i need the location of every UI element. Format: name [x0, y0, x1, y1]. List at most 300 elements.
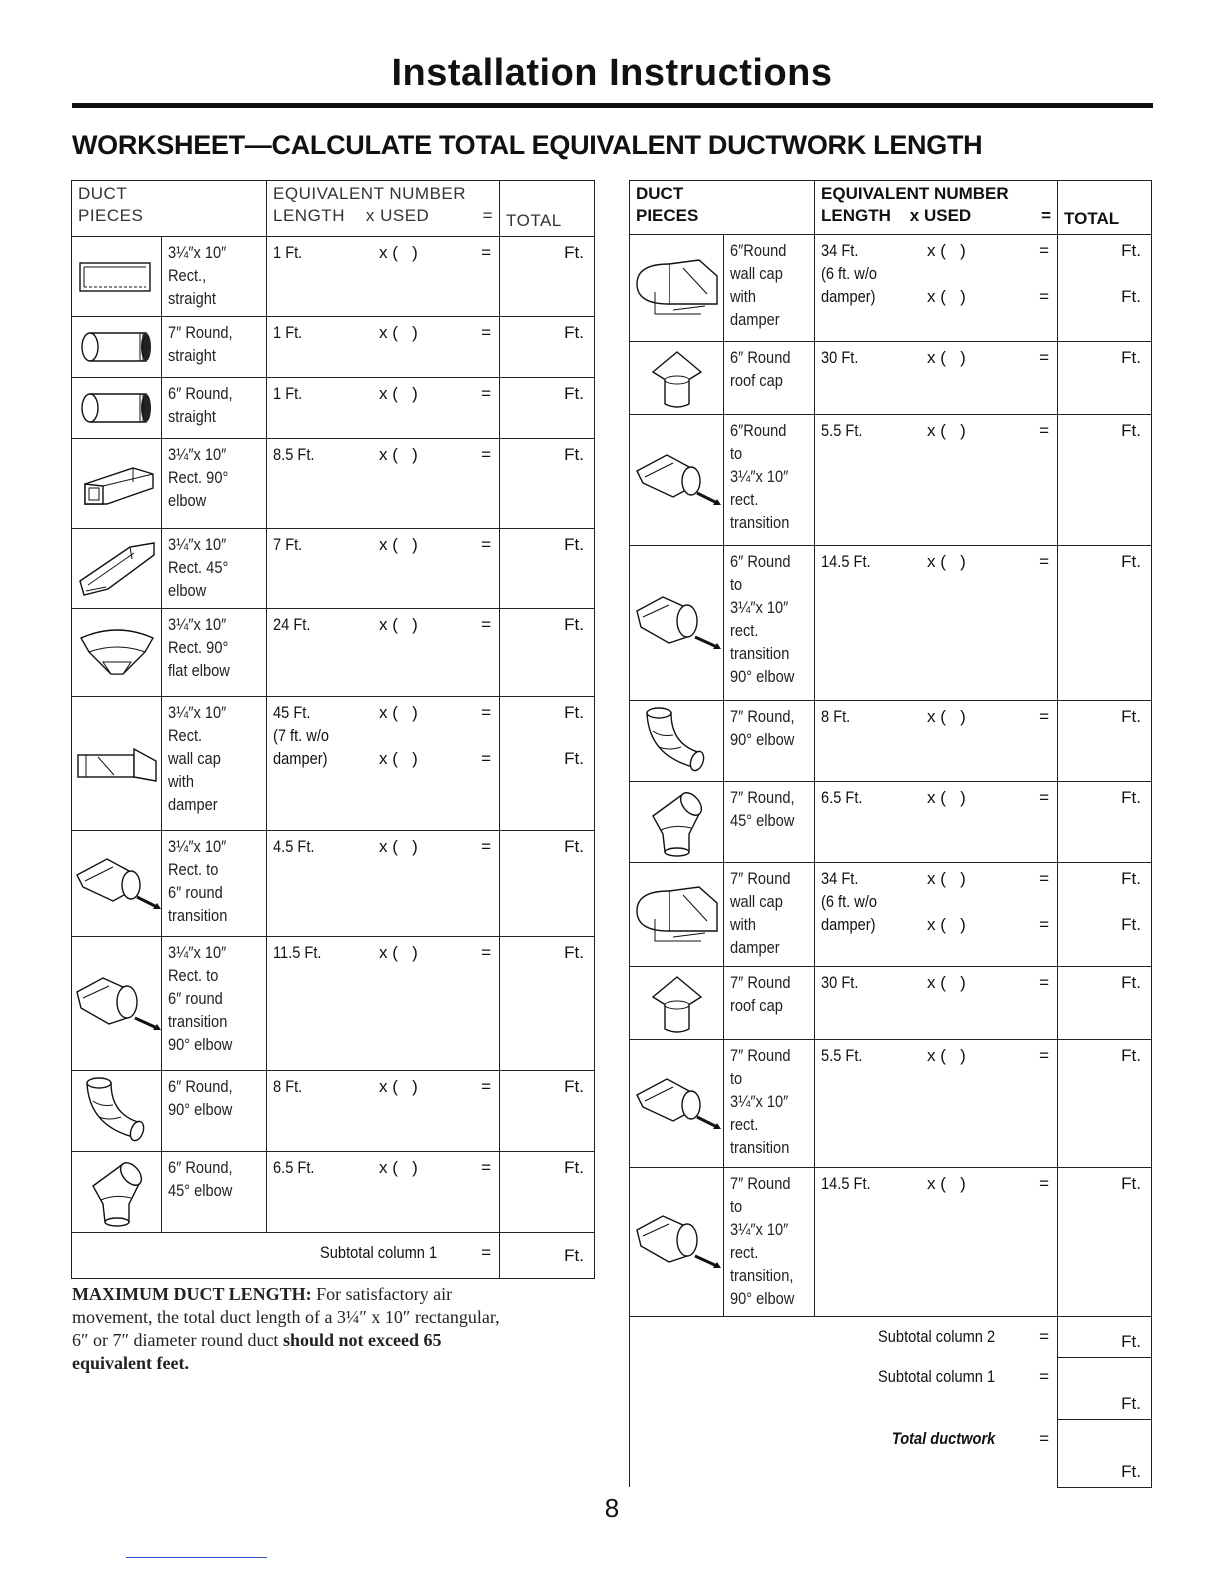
description-line: 3¼″x 10″	[730, 1092, 789, 1111]
page-title: Installation Instructions	[391, 52, 833, 94]
number-used-field[interactable]: x ( )	[379, 384, 418, 403]
total-cell[interactable]	[1058, 967, 1152, 1040]
number-used-field[interactable]	[379, 724, 449, 747]
equivalent-line	[821, 550, 1049, 573]
description-line: 6″ round	[168, 989, 223, 1008]
description-line: 6″ round	[168, 883, 223, 902]
equivalent-line	[821, 913, 1049, 936]
total-unit: Ft.	[1121, 869, 1142, 888]
total-unit: Ft.	[1121, 287, 1142, 306]
description-line: 6″ Round	[730, 552, 791, 571]
equivalent-line	[273, 701, 491, 724]
total-cell[interactable]	[500, 378, 595, 439]
equals-sign: =	[1039, 552, 1050, 571]
equivalent-length-cell	[267, 831, 500, 937]
equivalent-length: (6 ft. w/o	[821, 264, 878, 283]
equivalent-length-cell	[815, 1040, 1058, 1168]
round-wall-cap-icon	[630, 235, 724, 342]
round-straight-duct-icon	[72, 317, 162, 378]
equals-sign: =	[1039, 788, 1050, 807]
header-total: TOTAL	[1064, 209, 1120, 228]
summary-label-cell	[630, 1419, 1058, 1487]
equals-sign: =	[481, 323, 492, 342]
description-line: transition	[168, 906, 228, 925]
round-90-elbow-icon	[72, 1071, 162, 1152]
total-unit: Ft.	[1121, 973, 1142, 992]
equivalent-length: 5.5 Ft.	[821, 421, 863, 440]
equivalent-length-cell	[815, 701, 1058, 782]
description-line: damper	[730, 310, 780, 329]
number-used-field[interactable]: x ( )	[379, 749, 418, 768]
number-used-field[interactable]: x ( )	[379, 615, 418, 634]
equivalent-length: 4.5 Ft.	[273, 837, 315, 856]
equivalent-length: 1 Ft.	[273, 384, 303, 403]
equals-sign: =	[1039, 1046, 1050, 1065]
equals-sign: =	[481, 535, 492, 554]
number-used-field[interactable]: x ( )	[927, 707, 966, 726]
total-ductwork-row	[630, 1419, 1152, 1487]
number-used-field[interactable]: x ( )	[927, 421, 966, 440]
total-cell[interactable]	[500, 831, 595, 937]
description-line: 6″ Round,	[168, 1158, 233, 1177]
description-line: 45° elbow	[168, 1181, 233, 1200]
total-unit: Ft.	[564, 535, 585, 554]
total-cell[interactable]	[1058, 235, 1152, 342]
description-line: flat elbow	[168, 661, 230, 680]
subtotal-label-cell	[72, 1233, 500, 1279]
description-line: to	[730, 1069, 743, 1088]
equivalent-length-cell	[815, 863, 1058, 967]
equivalent-line	[273, 724, 491, 747]
header-equals: =	[1041, 206, 1052, 225]
table-row	[630, 415, 1152, 546]
duct-piece-description	[162, 1152, 267, 1233]
total-unit: Ft.	[564, 445, 585, 464]
worksheet-title: WORKSHEET—CALCULATE TOTAL EQUIVALENT DUCTWORK LENGTH	[72, 130, 983, 160]
equivalent-line	[821, 1044, 1049, 1067]
duct-piece-description	[162, 529, 267, 609]
duct-piece-description	[724, 701, 815, 782]
equals-sign	[997, 890, 1049, 913]
note-emphasis: should not exceed 65 equivalent feet.	[72, 1330, 442, 1373]
description-line: wall cap	[730, 892, 783, 911]
duct-piece-description	[162, 697, 267, 831]
description-line: 3¼″x 10″	[168, 837, 227, 856]
table-row	[630, 342, 1152, 415]
number-used-field[interactable]: x ( )	[927, 287, 966, 306]
table-header	[72, 181, 595, 237]
description-line: 90° elbow	[168, 1100, 233, 1119]
description-line: rect.	[730, 621, 759, 640]
description-line: to	[730, 575, 743, 594]
equivalent-line	[273, 1075, 491, 1098]
number-used-field[interactable]	[927, 890, 997, 913]
equivalent-line	[821, 971, 1049, 994]
description-line: Rect. 90°	[168, 638, 229, 657]
transition-icon	[630, 1040, 724, 1168]
transition-elbow-icon	[72, 937, 162, 1071]
number-used-field[interactable]: x ( )	[927, 788, 966, 807]
equals-sign	[997, 262, 1049, 285]
equals-sign: =	[481, 1077, 492, 1096]
duct-worksheet-table-right	[629, 180, 1152, 1488]
number-used-field[interactable]: x ( )	[379, 943, 418, 962]
description-line: roof cap	[730, 996, 783, 1015]
subtotal-row	[630, 1357, 1152, 1419]
equivalent-length-cell	[815, 235, 1058, 342]
description-line: 3¼″x 10″	[168, 615, 227, 634]
total-cell[interactable]	[500, 529, 595, 609]
total-unit: Ft.	[1121, 1331, 1142, 1351]
description-line: Rect. to	[168, 966, 219, 985]
description-line: 6″ Round,	[168, 1077, 233, 1096]
description-line: 7″ Round	[730, 869, 791, 888]
equivalent-length-cell	[815, 342, 1058, 415]
description-line: 7″ Round,	[730, 788, 795, 807]
transition-icon	[72, 831, 162, 937]
total-cell[interactable]	[500, 439, 595, 529]
table-row	[72, 237, 595, 317]
total-cell[interactable]	[1058, 1168, 1152, 1317]
equivalent-line	[821, 1172, 1049, 1195]
summary-total-cell[interactable]	[1058, 1357, 1152, 1419]
total-cell[interactable]	[500, 317, 595, 378]
equals-sign: =	[481, 1158, 492, 1177]
equivalent-line	[821, 346, 1049, 369]
rect-90-elbow-icon	[72, 439, 162, 529]
header-equivalent-number: EQUIVALENT NUMBER	[273, 184, 467, 203]
number-used-field[interactable]: x ( )	[927, 973, 966, 992]
description-line: 7″ Round	[730, 1046, 791, 1065]
duct-piece-description	[724, 782, 815, 863]
description-line: 7″ Round	[730, 1174, 791, 1193]
number-used-field[interactable]: x ( )	[927, 1046, 966, 1065]
total-unit: Ft.	[564, 837, 585, 856]
total-unit: Ft.	[1121, 1174, 1142, 1193]
table-row	[72, 317, 595, 378]
footer-link-underline	[126, 1557, 267, 1558]
number-used-field[interactable]: x ( )	[379, 1158, 418, 1177]
description-line: to	[730, 444, 743, 463]
equals-sign: =	[481, 445, 492, 464]
equivalent-length: 1 Ft.	[273, 243, 303, 262]
total-unit: Ft.	[1121, 421, 1142, 440]
equivalent-line	[273, 1156, 491, 1179]
equals-sign: =	[1039, 421, 1050, 440]
total-unit: Ft.	[564, 1158, 585, 1177]
description-line: rect.	[730, 1115, 759, 1134]
equivalent-length: 30 Ft.	[821, 348, 859, 367]
description-line: damper	[730, 938, 780, 957]
table-row	[630, 546, 1152, 701]
description-line: straight	[168, 407, 216, 426]
number-used-field[interactable]: x ( )	[927, 552, 966, 571]
equivalent-line	[273, 382, 491, 405]
summary-total-cell[interactable]	[1058, 1419, 1152, 1487]
equivalent-length: damper)	[821, 287, 876, 306]
description-line: 90° elbow	[730, 667, 795, 686]
header-length-used: LENGTH x USED	[273, 206, 430, 225]
equals-sign: =	[1039, 915, 1050, 934]
equivalent-length-cell	[267, 937, 500, 1071]
header-pieces: PIECES	[636, 206, 699, 225]
total-cell[interactable]	[500, 697, 595, 831]
equivalent-line	[273, 241, 491, 264]
duct-piece-description	[724, 415, 815, 546]
table-row	[72, 609, 595, 697]
equivalent-line	[821, 786, 1049, 809]
total-cell[interactable]	[1058, 546, 1152, 701]
total-unit: Ft.	[1121, 915, 1142, 934]
table-row	[630, 967, 1152, 1040]
equivalent-line	[273, 613, 491, 636]
equivalent-line	[821, 262, 1049, 285]
summary-total-cell[interactable]	[1058, 1317, 1152, 1358]
header-duct: DUCT	[78, 184, 128, 203]
description-line: 3¼″x 10″	[168, 243, 227, 262]
page-number: 8	[604, 1493, 620, 1523]
equivalent-length: 6.5 Ft.	[821, 788, 863, 807]
subtotal-label: Subtotal column 1	[320, 1243, 438, 1262]
equals-sign: =	[481, 703, 492, 722]
header-equals: =	[482, 206, 494, 225]
table-row	[72, 697, 595, 831]
description-line: elbow	[168, 491, 207, 510]
description-line: transition,	[730, 1266, 794, 1285]
round-wall-cap-icon	[630, 863, 724, 967]
total-unit: Ft.	[564, 703, 585, 722]
total-unit: Ft.	[1121, 1046, 1142, 1065]
equals-sign: =	[1039, 287, 1050, 306]
description-line: Rect. 90°	[168, 468, 229, 487]
equivalent-line	[821, 419, 1049, 442]
number-used-field[interactable]: x ( )	[927, 241, 966, 260]
total-cell[interactable]	[500, 237, 595, 317]
equivalent-length: 8 Ft.	[821, 707, 851, 726]
duct-piece-description	[162, 237, 267, 317]
total-cell[interactable]	[1058, 782, 1152, 863]
equivalent-length: 5.5 Ft.	[821, 1046, 863, 1065]
description-line: rect.	[730, 1243, 759, 1262]
summary-label-cell	[630, 1317, 1058, 1358]
total-unit: Ft.	[564, 749, 585, 768]
description-line: transition	[730, 513, 790, 532]
description-line: 3¼″x 10″	[730, 467, 789, 486]
equivalent-length: (6 ft. w/o	[821, 892, 878, 911]
duct-piece-description	[724, 967, 815, 1040]
total-unit	[1064, 262, 1141, 285]
number-used-field[interactable]: x ( )	[379, 243, 418, 262]
number-used-field[interactable]: x ( )	[927, 869, 966, 888]
table-row	[630, 1040, 1152, 1168]
equals-sign: =	[1039, 241, 1050, 260]
equivalent-length: 11.5 Ft.	[273, 943, 322, 962]
equivalent-length: 34 Ft.	[821, 241, 859, 260]
equivalent-length-cell	[267, 697, 500, 831]
number-used-field[interactable]	[927, 262, 997, 285]
equals-sign: =	[1039, 869, 1050, 888]
equivalent-length: 14.5 Ft.	[821, 552, 871, 571]
table-row	[630, 782, 1152, 863]
equals-sign: =	[481, 384, 492, 403]
equivalent-line	[273, 747, 491, 770]
duct-piece-description	[162, 609, 267, 697]
equals-sign: =	[1039, 1174, 1050, 1193]
table-row	[72, 378, 595, 439]
equivalent-line	[821, 239, 1049, 262]
total-unit: Ft.	[564, 1246, 585, 1265]
total-unit: Ft.	[1121, 1393, 1142, 1413]
table-row	[630, 863, 1152, 967]
total-cell[interactable]	[1058, 415, 1152, 546]
description-line: 90° elbow	[730, 1289, 795, 1308]
equivalent-length: 14.5 Ft.	[821, 1174, 871, 1193]
header-length-used: LENGTH x USED	[821, 206, 972, 225]
equals-sign: =	[1039, 973, 1050, 992]
description-line: transition	[168, 1012, 228, 1031]
description-line: rect.	[730, 490, 759, 509]
equivalent-line	[273, 533, 491, 556]
equals-sign: =	[1039, 707, 1050, 726]
roof-cap-icon	[630, 967, 724, 1040]
description-line: 7″ Round,	[168, 323, 233, 342]
roof-cap-icon	[630, 342, 724, 415]
total-unit: Ft.	[564, 243, 585, 262]
total-cell[interactable]	[500, 609, 595, 697]
equivalent-length-cell	[267, 317, 500, 378]
total-cell[interactable]	[500, 937, 595, 1071]
description-line: 45° elbow	[730, 811, 795, 830]
equivalent-length: 30 Ft.	[821, 973, 859, 992]
note-lead: MAXIMUM DUCT LENGTH:	[72, 1284, 312, 1304]
equivalent-line	[821, 867, 1049, 890]
description-line: Rect. 45°	[168, 558, 229, 577]
description-line: 7″ Round	[730, 973, 791, 992]
duct-piece-description	[724, 863, 815, 967]
description-line: 90° elbow	[730, 730, 795, 749]
number-used-field[interactable]: x ( )	[379, 323, 418, 342]
duct-piece-description	[162, 317, 267, 378]
equivalent-line	[273, 443, 491, 466]
description-line: transition	[730, 644, 790, 663]
equals-sign: =	[481, 615, 492, 634]
description-line: with	[168, 772, 195, 791]
description-line: 3¼″x 10″	[168, 445, 227, 464]
round-45-elbow-icon	[630, 782, 724, 863]
duct-piece-description	[162, 1071, 267, 1152]
equivalent-length-cell	[815, 967, 1058, 1040]
total-cell[interactable]	[500, 1071, 595, 1152]
description-line: roof cap	[730, 371, 783, 390]
rect-straight-duct-icon	[72, 237, 162, 317]
description-line: 6″Round	[730, 241, 787, 260]
equivalent-length: damper)	[273, 749, 328, 768]
total-cell[interactable]	[1058, 1040, 1152, 1168]
equals-sign: =	[1039, 1367, 1050, 1386]
duct-piece-description	[162, 937, 267, 1071]
number-used-field[interactable]: x ( )	[379, 535, 418, 554]
description-line: wall cap	[730, 264, 783, 283]
subtotal-row	[630, 1317, 1152, 1358]
max-duct-length-note	[72, 1283, 512, 1375]
description-line: straight	[168, 289, 216, 308]
summary-label: Subtotal column 1	[878, 1367, 996, 1386]
summary-label-cell	[630, 1357, 1058, 1419]
duct-piece-description	[724, 342, 815, 415]
equivalent-line	[821, 705, 1049, 728]
number-used-field[interactable]: x ( )	[379, 445, 418, 464]
table-row	[72, 1071, 595, 1152]
description-line: 3¼″x 10″	[730, 1220, 789, 1239]
total-cell[interactable]	[1058, 701, 1152, 782]
number-used-field[interactable]: x ( )	[927, 1174, 966, 1193]
table-row	[630, 701, 1152, 782]
equals-sign: =	[481, 943, 492, 962]
equals-sign: =	[481, 1243, 492, 1262]
total-cell[interactable]	[1058, 342, 1152, 415]
duct-piece-description	[162, 831, 267, 937]
number-used-field[interactable]: x ( )	[379, 1077, 418, 1096]
equivalent-line	[273, 941, 491, 964]
equals-sign	[449, 724, 491, 747]
duct-piece-description	[162, 439, 267, 529]
equivalent-length-cell	[815, 415, 1058, 546]
equivalent-length: 6.5 Ft.	[273, 1158, 315, 1177]
total-unit: Ft.	[1121, 707, 1142, 726]
summary-label: Subtotal column 2	[878, 1327, 996, 1346]
total-cell[interactable]	[500, 1152, 595, 1233]
duct-piece-description	[724, 1040, 815, 1168]
table-header	[630, 181, 1152, 235]
number-used-field[interactable]: x ( )	[379, 703, 418, 722]
total-unit: Ft.	[564, 615, 585, 634]
round-90-elbow-icon	[630, 701, 724, 782]
header-total: TOTAL	[506, 211, 562, 230]
equivalent-line	[821, 285, 1049, 308]
description-line: 3¼″x 10″	[168, 703, 227, 722]
table-row	[72, 937, 595, 1071]
description-line: transition	[730, 1138, 790, 1157]
number-used-field[interactable]: x ( )	[927, 348, 966, 367]
subtotal-total-cell[interactable]	[500, 1233, 595, 1279]
description-line: 3¼″x 10″	[168, 535, 227, 554]
round-45-elbow-icon	[72, 1152, 162, 1233]
number-used-field[interactable]: x ( )	[927, 915, 966, 934]
description-line: straight	[168, 346, 216, 365]
equals-sign: =	[481, 749, 492, 768]
description-line: 3¼″x 10″	[168, 943, 227, 962]
total-unit	[1064, 890, 1141, 913]
total-unit: Ft.	[1121, 552, 1142, 571]
equivalent-line	[821, 890, 1049, 913]
equals-sign: =	[1039, 348, 1050, 367]
description-line: elbow	[168, 581, 207, 600]
rect-flat-elbow-icon	[72, 609, 162, 697]
round-straight-duct-icon	[72, 378, 162, 439]
duct-piece-description	[724, 235, 815, 342]
transition-icon	[630, 415, 724, 546]
total-cell[interactable]	[1058, 863, 1152, 967]
equivalent-length: 1 Ft.	[273, 323, 303, 342]
equivalent-length-cell	[815, 1168, 1058, 1317]
equivalent-length-cell	[815, 782, 1058, 863]
description-line: 3¼″x 10″	[730, 598, 789, 617]
equivalent-length: 45 Ft.	[273, 703, 311, 722]
number-used-field[interactable]: x ( )	[379, 837, 418, 856]
table-row	[72, 831, 595, 937]
description-line: damper	[168, 795, 218, 814]
duct-piece-description	[724, 546, 815, 701]
